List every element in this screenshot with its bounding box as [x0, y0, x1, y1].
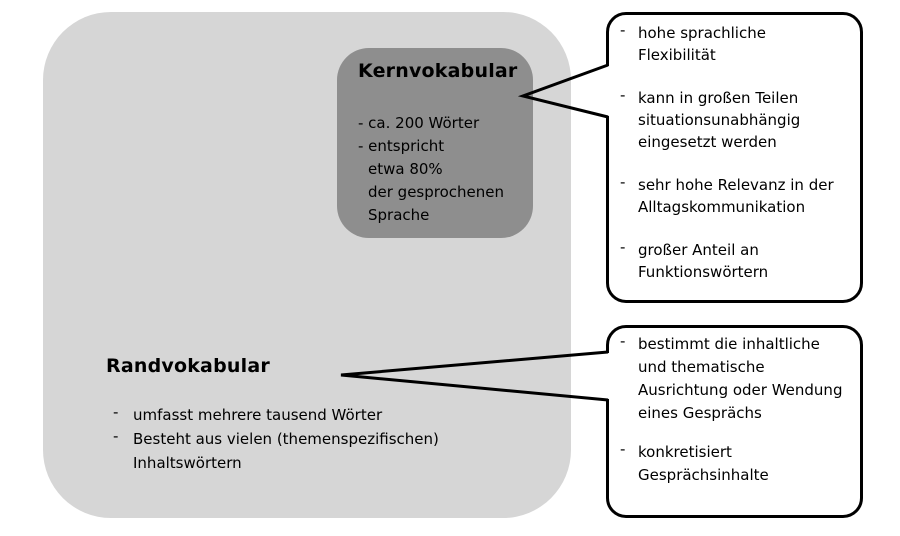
bullet-line: und thematische [638, 358, 765, 376]
bullet-dash: - [620, 21, 626, 39]
bullet-line: Alltagskommunikation [638, 198, 806, 216]
list-item [620, 174, 854, 218]
rand-bullet-list [113, 403, 439, 475]
bullet-line: eingesetzt werden [638, 133, 777, 151]
bullet-line: umfasst mehrere tausend Wörter [133, 406, 383, 424]
bullet-line: Funktionswörtern [638, 263, 769, 281]
kern-line: - entspricht [358, 137, 445, 155]
bullet-dash: - [620, 440, 626, 458]
bullet-line: Ausrichtung oder Wendung [638, 381, 843, 399]
bullet-line: kann in großen Teilen [638, 89, 799, 107]
bullet-dash: - [113, 427, 119, 445]
bullet-line: konkretisiert [638, 443, 732, 461]
list-item [620, 87, 854, 153]
kern-line: der gesprochenen [368, 183, 505, 201]
bullet-line: Inhaltswörtern [133, 454, 242, 472]
bullet-line: Besteht aus vielen (themenspezifischen) [133, 430, 439, 448]
bullet-line: eines Gesprächs [638, 404, 762, 422]
kern-callout-border-gap [604, 66, 611, 116]
kern-line: etwa 80% [368, 160, 443, 178]
bullet-dash: - [620, 238, 626, 256]
list-item [113, 403, 439, 427]
bullet-line: situationsunabhängig [638, 111, 801, 129]
bullet-dash: - [620, 173, 626, 191]
bullet-dash: - [620, 86, 626, 104]
kern-line: - ca. 200 Wörter [358, 114, 480, 132]
bullet-line: sehr hohe Relevanz in der [638, 176, 834, 194]
bullet-line: bestimmt die inhaltliche [638, 335, 820, 353]
rand-callout-list [620, 333, 856, 503]
list-item [620, 333, 856, 425]
bullet-line: großer Anteil an [638, 241, 759, 259]
kern-title: Kernvokabular [358, 60, 518, 82]
rand-callout-border-gap [604, 353, 611, 399]
list-item [620, 239, 854, 283]
list-item [620, 441, 856, 487]
bullet-line: Flexibilität [638, 46, 716, 64]
bullet-line: hohe sprachliche [638, 24, 766, 42]
rand-title: Randvokabular [106, 355, 270, 377]
list-item [620, 22, 854, 66]
kern-line: Sprache [368, 206, 430, 224]
kern-callout-list [620, 22, 854, 304]
bullet-line: Gesprächsinhalte [638, 466, 769, 484]
kern-body [358, 112, 504, 227]
bullet-dash: - [113, 403, 119, 421]
list-item [113, 427, 439, 475]
bullet-dash: - [620, 332, 626, 350]
